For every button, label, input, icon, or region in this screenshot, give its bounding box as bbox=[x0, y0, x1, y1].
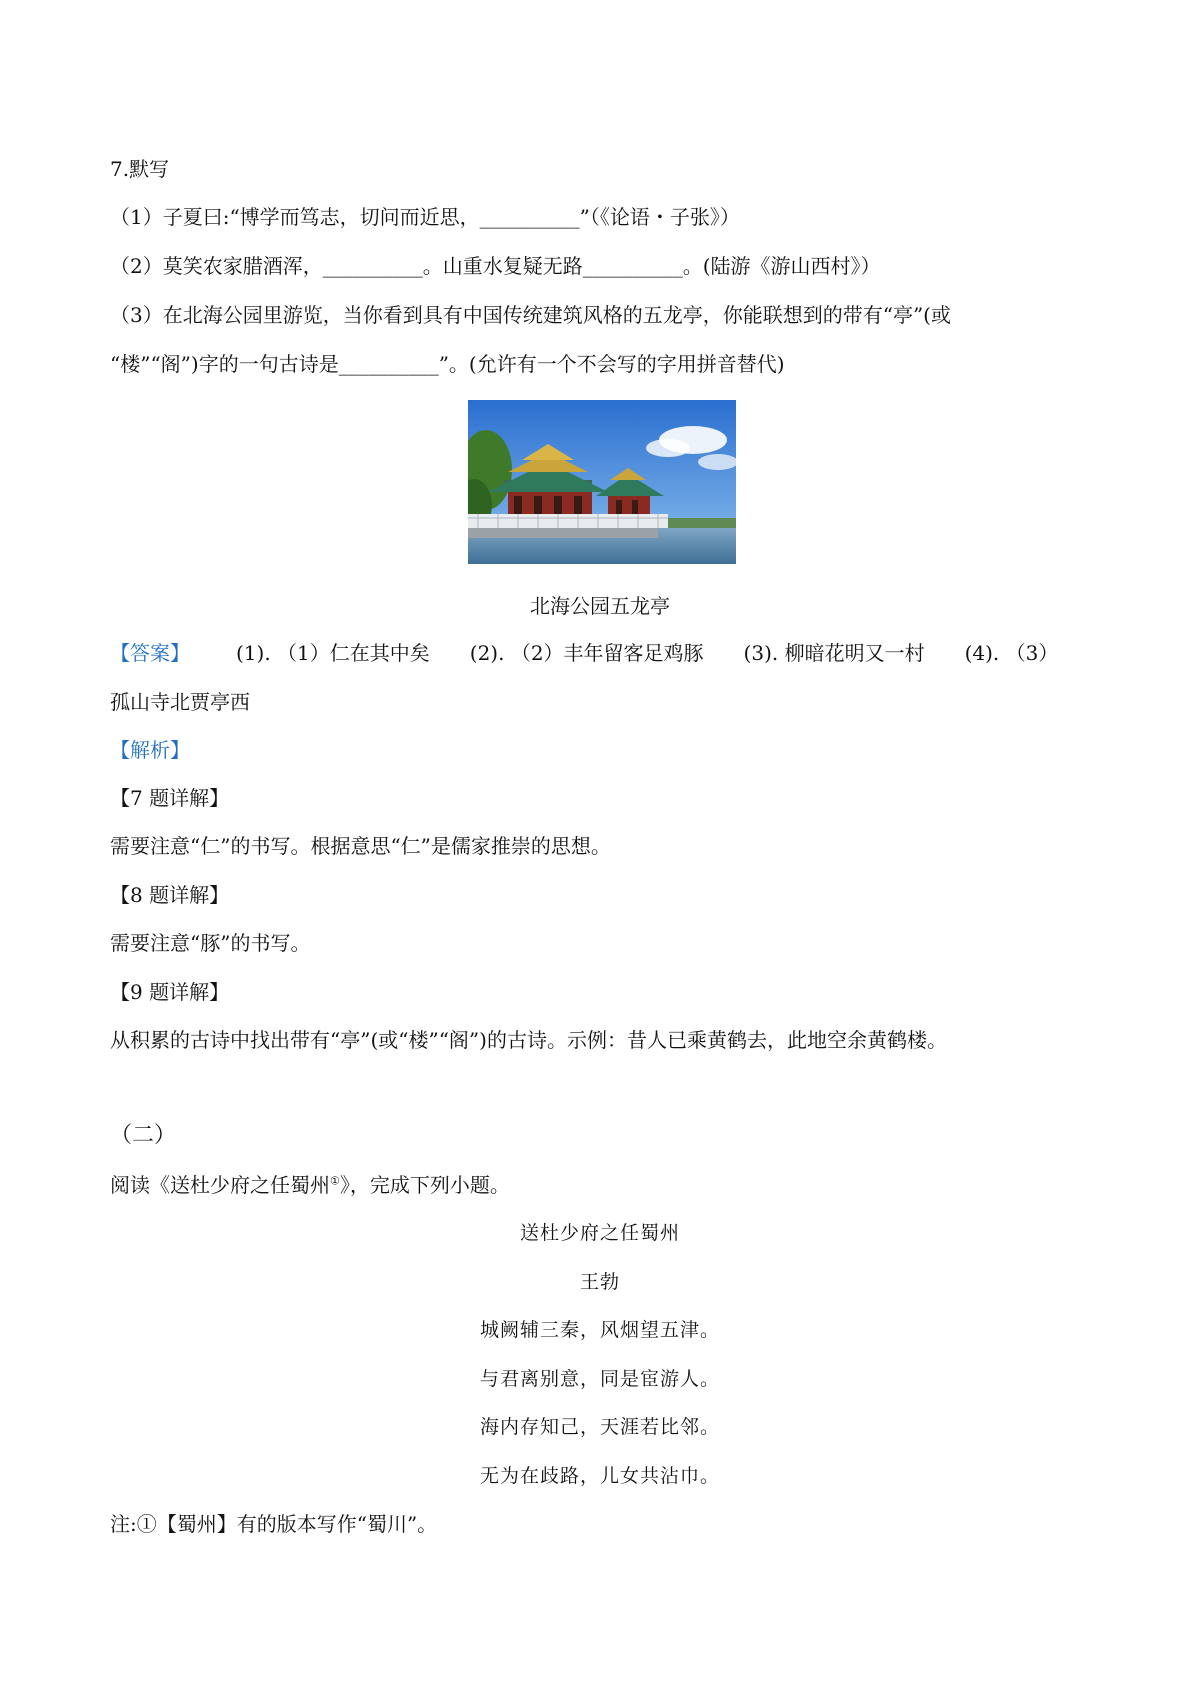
section-2-heading: （二） bbox=[110, 1123, 177, 1148]
footnote-marker: ① bbox=[330, 1174, 340, 1188]
answer-block bbox=[110, 640, 1058, 666]
poem-title: 送杜少府之任蜀州 bbox=[519, 1222, 680, 1244]
detail-7-text: 需要注意“仁”的书写。根据意思“仁”是儒家推崇的思想。 bbox=[110, 834, 611, 858]
detail-7-title: 【7 题详解】 bbox=[110, 786, 230, 810]
answer-line-2: 孤山寺北贾亭西 bbox=[110, 690, 250, 714]
poem-line: 城阙辅三秦，风烟望五津。 bbox=[479, 1319, 720, 1341]
analysis-tag: 【解析】 bbox=[110, 738, 190, 762]
answer-line-1: (1). （1）仁在其中矣 (2). （2）丰年留客足鸡豚 (3). 柳暗花明又一村 (4). （3） bbox=[236, 641, 1059, 665]
answer-tag: 【答案】 bbox=[110, 641, 190, 665]
detail-9-title: 【9 题详解】 bbox=[110, 980, 230, 1004]
poem-line: 无为在歧路，儿女共沾巾。 bbox=[479, 1465, 720, 1487]
section-2-intro bbox=[110, 1172, 510, 1198]
photo-caption: 北海公园五龙亭 bbox=[530, 594, 670, 618]
detail-8-title: 【8 题详解】 bbox=[110, 883, 230, 907]
five-dragon-pavilion-photo bbox=[468, 400, 736, 564]
question-7-item-2: （2）莫笑农家腊酒浑，__________。山重水复疑无路__________。(陆游《游山西村》） bbox=[110, 254, 881, 278]
poem-author: 王勃 bbox=[579, 1271, 620, 1293]
question-7-item-3-line-2: “楼”“阁”)字的一句古诗是__________”。(允许有一个不会写的字用拼音替代) bbox=[110, 352, 785, 376]
intro-text-before: 阅读《送杜少府之任蜀州 bbox=[110, 1173, 330, 1197]
detail-9-text: 从积累的古诗中找出带有“亭”(或“楼”“阁”)的古诗。示例：昔人已乘黄鹤去，此地空余黄鹤楼。 bbox=[110, 1028, 947, 1052]
question-7-item-1: （1）子夏曰:“博学而笃志，切问而近思，__________”（《论语・子张》） bbox=[110, 205, 740, 229]
intro-text-after: 》，完成下列小题。 bbox=[339, 1173, 510, 1197]
poem-line: 海内存知己，天涯若比邻。 bbox=[479, 1416, 720, 1438]
poem-line: 与君离别意，同是宦游人。 bbox=[479, 1368, 720, 1390]
question-7-item-3-line-1: （3）在北海公园里游览，当你看到具有中国传统建筑风格的五龙亭，你能联想到的带有“亭”(或 bbox=[110, 303, 951, 327]
footnote: 注:①【蜀州】有的版本写作“蜀川”。 bbox=[110, 1512, 438, 1536]
detail-8-text: 需要注意“豚”的书写。 bbox=[110, 931, 311, 955]
question-7-title: 7.默写 bbox=[110, 157, 170, 181]
